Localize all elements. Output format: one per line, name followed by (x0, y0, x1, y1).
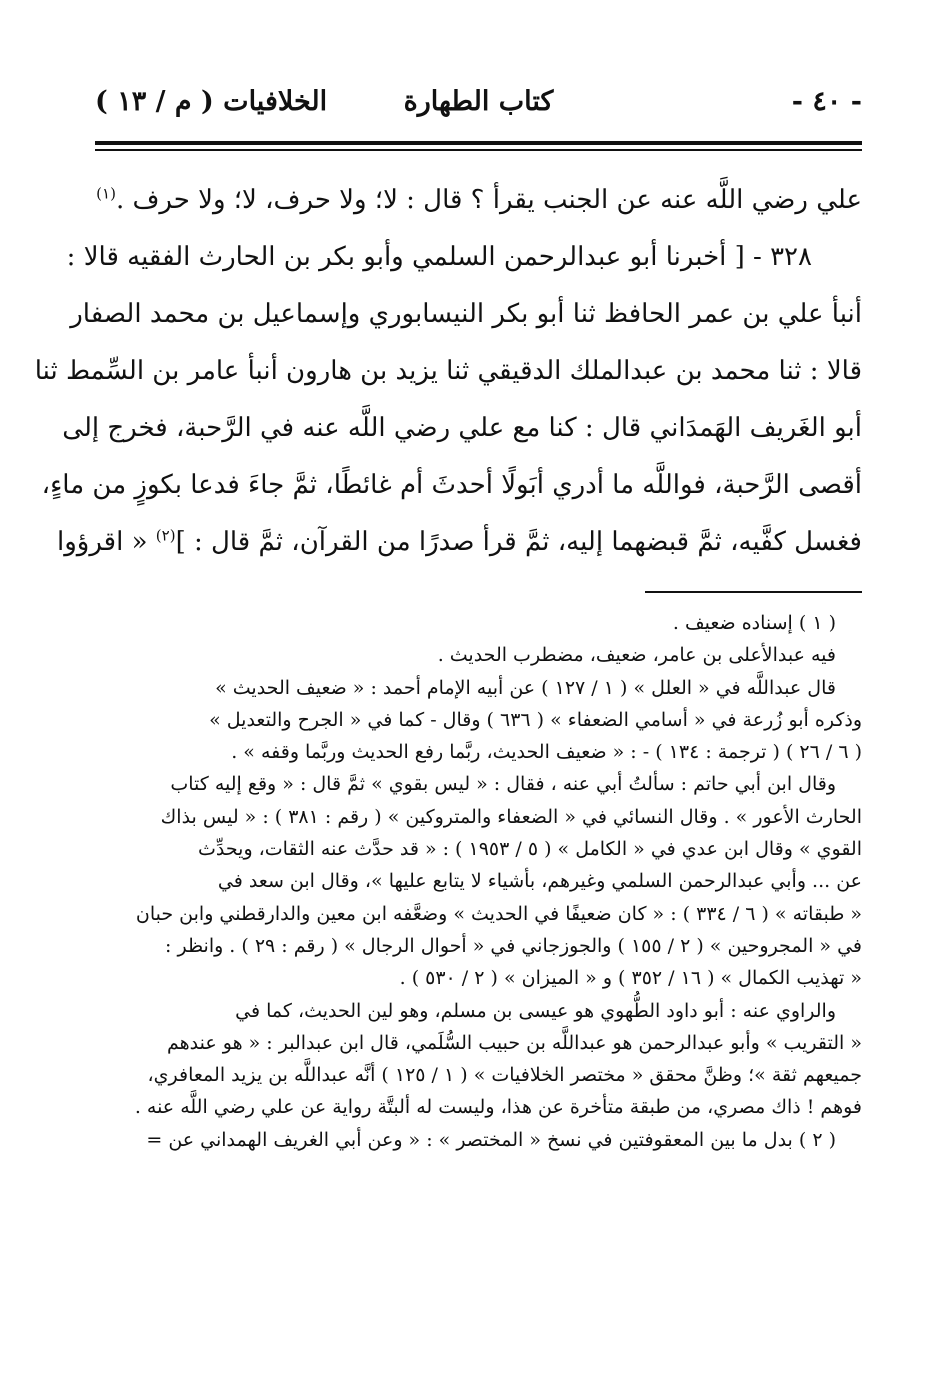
main-line: أبو الغَريف الهَمدَاني قال : كنا مع علي رضي اللَّه عنه في الرَّحبة، فخرج إلى (62, 413, 862, 443)
book-title: كتاب الطهارة (403, 86, 554, 117)
footnote-line: فيه عبدالأعلى بن عامر، ضعيف، مضطرب الحديث . (437, 644, 836, 667)
footnote-line: وقال ابن أبي حاتم : سألتُ أبي عنه ، فقال : « ليس بقوي » ثمَّ قال : « وقع إليه كتاب (170, 773, 836, 796)
footnote-mark: (١) (96, 184, 116, 203)
page-header (95, 84, 862, 128)
footnote-line: عن ... وأبي عبدالرحمن السلمي وغيرهم، بأشياء لا يتابع عليها »، وقال ابن سعد في (217, 870, 862, 893)
footnote-line: « طبقاته » ( ٦ / ٣٣٤ ) : « كان ضعيفًا في الحديث » وضعَّفه ابن معين والدارقطني وابن حبان (135, 902, 862, 925)
main-line: أنبأ علي بن عمر الحافظ ثنا أبو بكر النيسابوري وإسماعيل بن محمد الصفار (70, 299, 862, 329)
page-number: - ٤٠ - (791, 86, 862, 117)
main-line: ٣٢٨ - [ أخبرنا أبو عبدالرحمن السلمي وأبو بكر بن الحارث الفقيه قالا : (66, 242, 812, 272)
footnote-line: القوي » وقال ابن عدي في « الكامل » ( ٥ / ١٩٥٣ ) : « قد حدَّث عنه الثقات، ويحدِّث (198, 838, 862, 861)
main-text (34, 172, 862, 571)
header-rule-thin (95, 149, 862, 151)
footnote-line: ( ٦ / ٢٦ ) ( ترجمة : ١٣٤ ) - : « ضعيف الحديث، ربَّما رفع الحديث وربَّما وقفه » . (231, 741, 862, 764)
footnote-line: جميعهم ثقة »؛ وظنَّ محقق « مختصر الخلافيات » ( ١ / ١٢٥ ) أنَّه عبداللَّه بن يزيد المعافري، (147, 1064, 862, 1087)
footnote-line: الحارث الأعور » . وقال النسائي في « الضعفاء والمتروكين » ( رقم : ٣٨١ ) : « ليس بذاك (160, 805, 862, 828)
footnote-mark: (٢) (155, 526, 176, 545)
main-line: أقصى الرَّحبة، فواللَّه ما أدري أبَولًا أحدثَ أم غائطًا، ثمَّ جاءَ فدعا بكوزٍ من ماءٍ، (41, 470, 862, 500)
main-line: قالا : ثنا محمد بن عبدالملك الدقيقي ثنا يزيد بن هارون أنبأ عامر بن السِّمط ثنا (34, 356, 862, 386)
volume-reference: الخلافيات ( م / ١٣ ) (95, 86, 328, 117)
footnote-line: في « المجروحين » ( ٢ / ١٥٥ ) والجوزجاني في « أحوال الرجال » ( رقم : ٢٩ ) . وانظر : (165, 934, 862, 957)
footnote-line: فوهم ! ذاك مصري، من طبقة متأخرة عن هذا، وليست له ألبتَّة رواية عن علي رضي اللَّه عنه . (134, 1096, 862, 1119)
footnote-line: والراوي عنه : أبو داود الطُّهوي هو عيسى بن مسلم، وهو لين الحديث، كما في (235, 999, 836, 1022)
main-line: علي رضي اللَّه عنه عن الجنب يقرأ ؟ قال : لا؛ ولا حرف، لا؛ ولا حرف .$^{(١)}$ (96, 184, 862, 215)
footnote-separator (645, 591, 862, 593)
footnote-line: « التقريب » وأبو عبدالرحمن هو عبداللَّه بن حبيب السُّلَمي، قال ابن عبدالبر : « هو عندهم (167, 1031, 862, 1054)
footnote-line: ( ١ ) إسناده ضعيف . (672, 612, 836, 634)
header-rule-thick (95, 141, 862, 145)
footnote-line: ( ٢ ) بدل ما بين المعقوفتين في نسخ « المختصر » : « وعن أبي الغريف الهمداني عن = (146, 1128, 836, 1151)
footnote-line: قال عبداللَّه في « العلل » ( ١ / ١٢٧ ) عن أبيه الإمام أحمد : « ضعيف الحديث » (215, 676, 836, 699)
main-line: فغسل كفَّيه، ثمَّ قبضهما إليه، ثمَّ قرأ صدرًا من القرآن، ثمَّ قال : ]$^{(٢)}$ « اقرؤوا (57, 526, 862, 557)
footnote-line: وذكره أبو زُرعة في « أسامي الضعفاء » ( ٦٣٦ ) وقال - كما في « الجرح والتعديل » (209, 708, 862, 731)
footnote-line: « تهذيب الكمال » ( ١٦ / ٣٥٢ ) و « الميزان » ( ٢ / ٥٣٠ ) . (399, 967, 862, 990)
footnotes (95, 607, 862, 1156)
